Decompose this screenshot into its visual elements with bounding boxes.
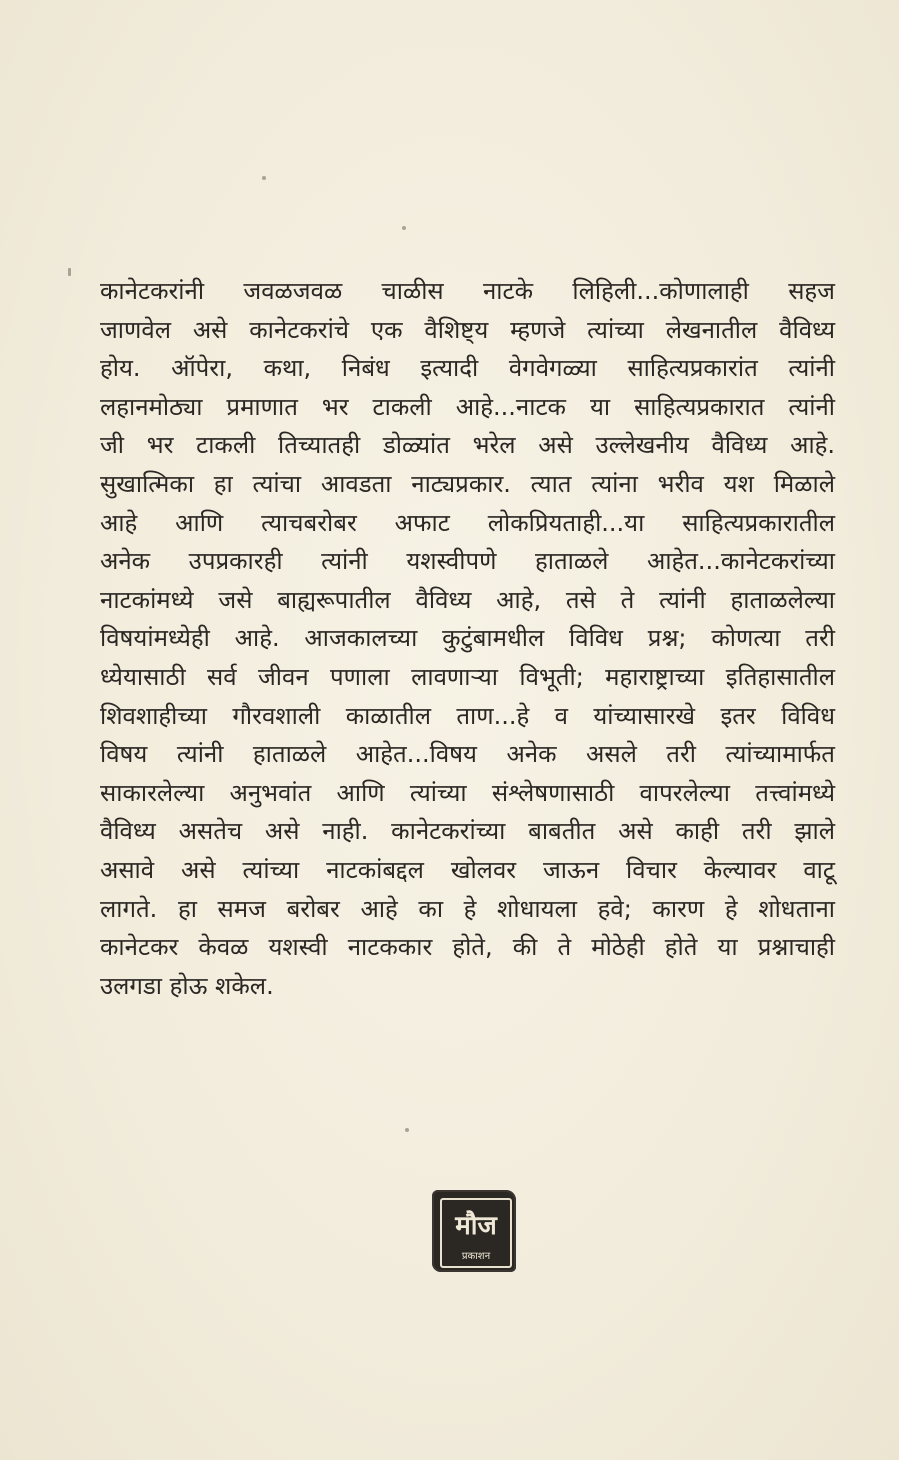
logo-frame	[440, 1198, 512, 1268]
text-line: विषय त्यांनी हाताळले आहेत...विषय अनेक असले तरी त्यांच्यामार्फत	[100, 740, 835, 769]
text-line: जी भर टाकली तिच्यातही डोळ्यांत भरेल असे उल्लेखनीय वैविध्य आहे.	[100, 431, 835, 460]
text-line: वैविध्य असतेच असे नाही. कानेटकरांच्या बाबतीत असे काही तरी झाले	[100, 817, 835, 846]
text-line: कानेटकर केवळ यशस्वी नाटककार होते, की ते मोठेही होते या प्रश्नाचाही	[100, 933, 835, 962]
text-line: साकारलेल्या अनुभवांत आणि त्यांच्या संश्लेषणासाठी वापरलेल्या तत्त्वांमध्ये	[100, 778, 835, 807]
logo-glyph: मौज	[455, 1211, 497, 1241]
logo-subtitle: प्रकाशन	[461, 1251, 491, 1262]
text-line: अनेक उपप्रकारही त्यांनी यशस्वीपणे हाताळले आहेत...कानेटकरांच्या	[100, 547, 835, 576]
text-line: सुखात्मिका हा त्यांचा आवडता नाट्यप्रकार. त्यात त्यांना भरीव यश मिळाले	[100, 469, 835, 498]
text-line: असावे असे त्यांच्या नाटकांबद्दल खोलवर जाऊन विचार केल्यावर वाटू	[100, 855, 835, 884]
text-line: जाणवेल असे कानेटकरांचे एक वैशिष्ट्य म्हणजे त्यांच्या लेखनातील वैविध्य	[100, 315, 835, 344]
text-line: उलगडा होऊ शकेल.	[100, 971, 274, 1000]
text-line: होय. ऑपेरा, कथा, निबंध इत्यादी वेगवेगळ्या साहित्यप्रकारांत त्यांनी	[100, 354, 835, 383]
text-line: आहे आणि त्याचबरोबर अफाट लोकप्रियताही...या साहित्यप्रकारातील	[100, 508, 835, 537]
text-line: लागते. हा समज बरोबर आहे का हे शोधायला हवे; कारण हे शोधताना	[100, 894, 835, 923]
publisher-logo	[432, 1190, 516, 1272]
paper-speck	[68, 268, 71, 276]
paper-speck	[405, 1128, 409, 1132]
text-line: शिवशाहीच्या गौरवशाली काळातील ताण...हे व यांच्यासारखे इतर विविध	[100, 701, 835, 730]
text-line: ध्येयासाठी सर्व जीवन पणाला लावणाऱ्या विभूती; महाराष्ट्राच्या इतिहासातील	[100, 662, 835, 691]
text-line: कानेटकरांनी जवळजवळ चाळीस नाटके लिहिली...कोणालाही सहज	[100, 277, 835, 305]
paper-speck	[402, 226, 406, 230]
text-line: विषयांमध्येही आहे. आजकालच्या कुटुंबामधील विविध प्रश्न; कोणत्या तरी	[100, 624, 835, 653]
text-line: नाटकांमध्ये जसे बाह्यरूपातील वैविध्य आहे, तसे ते त्यांनी हाताळलेल्या	[100, 585, 835, 614]
synopsis-paragraph	[100, 272, 835, 1005]
text-line: लहानमोठ्या प्रमाणात भर टाकली आहे...नाटक या साहित्यप्रकारात त्यांनी	[100, 392, 835, 421]
paper-speck	[262, 176, 266, 180]
